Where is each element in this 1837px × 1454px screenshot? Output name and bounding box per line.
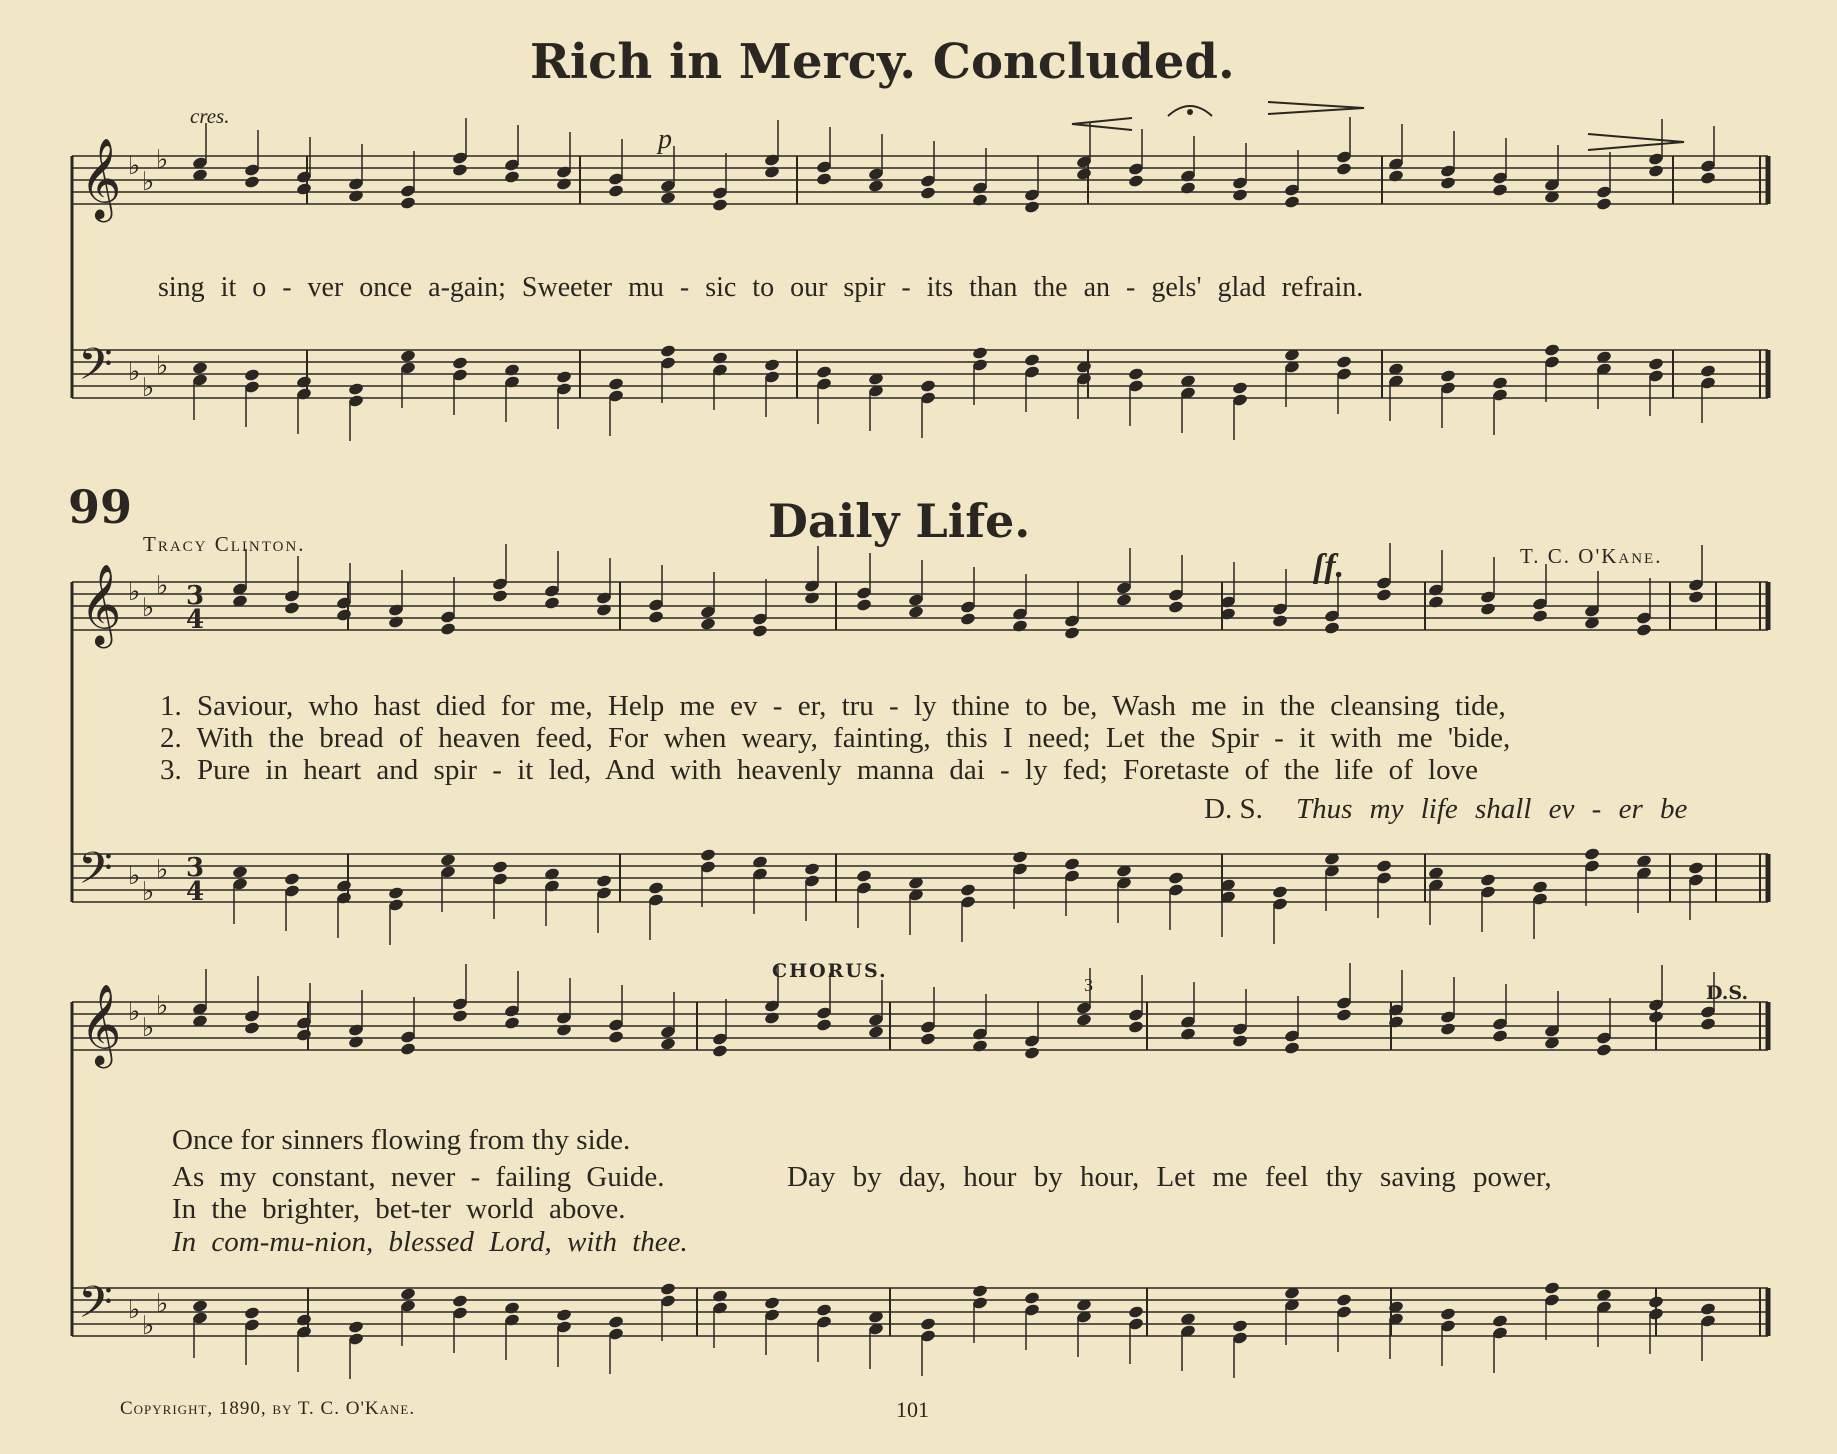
notehead — [608, 1315, 625, 1329]
notehead — [1116, 593, 1133, 607]
notehead — [388, 886, 405, 900]
flat-sign: ♭ — [142, 1013, 155, 1043]
notehead — [1492, 376, 1509, 390]
notehead — [440, 622, 457, 636]
notehead — [1688, 590, 1705, 604]
flat-sign: ♭ — [128, 357, 141, 387]
notehead — [1128, 174, 1145, 188]
notehead — [1128, 1305, 1145, 1319]
bass-clef: 𝄢 — [78, 842, 113, 905]
notehead — [1168, 871, 1185, 885]
notehead — [232, 865, 249, 879]
notehead — [1440, 369, 1457, 383]
notehead — [1544, 1281, 1561, 1295]
notehead — [868, 1025, 885, 1039]
notehead — [1440, 1022, 1457, 1036]
notehead — [1376, 859, 1393, 873]
notehead — [556, 1308, 573, 1322]
notehead — [1076, 167, 1093, 181]
flat-sign: ♭ — [128, 1295, 141, 1325]
notehead — [296, 1313, 313, 1327]
notehead — [492, 860, 509, 874]
notehead — [816, 172, 833, 186]
notehead — [1492, 1029, 1509, 1043]
notehead — [764, 165, 781, 179]
notehead — [712, 198, 729, 212]
notehead — [1532, 880, 1549, 894]
notehead — [1232, 381, 1249, 395]
notehead — [1232, 188, 1249, 202]
verse-3-line: 3. Pure in heart and spir - it led, And with heavenly manna dai - ly fed; Foretaste of the life of love — [160, 754, 1478, 786]
hymn-number: 99 — [68, 480, 133, 534]
notehead — [1324, 621, 1341, 635]
notehead — [348, 189, 365, 203]
notehead — [804, 591, 821, 605]
notehead — [752, 855, 769, 869]
notehead — [1232, 1034, 1249, 1048]
notehead — [1480, 602, 1497, 616]
bass-clef: 𝄢 — [78, 338, 113, 401]
chorus-label: CHORUS. — [772, 960, 888, 982]
notehead — [348, 1320, 365, 1334]
notehead — [284, 872, 301, 886]
bass-clef: 𝄢 — [78, 1276, 113, 1339]
fermata-dot — [1187, 109, 1193, 115]
notehead — [400, 349, 417, 363]
notehead — [1024, 200, 1041, 214]
notehead — [556, 177, 573, 191]
notehead — [960, 612, 977, 626]
ds-mark: D.S. — [1706, 982, 1749, 1004]
notehead — [556, 1023, 573, 1037]
page-number: 101 — [896, 1397, 929, 1422]
notehead — [1492, 1314, 1509, 1328]
notehead — [544, 867, 561, 881]
notehead — [1336, 1008, 1353, 1022]
notehead — [1700, 1017, 1717, 1031]
notehead — [1700, 171, 1717, 185]
section-title-rich-in-mercy: Rich in Mercy. Concluded. — [530, 34, 1235, 90]
flat-sign: ♭ — [128, 861, 141, 891]
notehead — [1272, 885, 1289, 899]
notehead — [1064, 857, 1081, 871]
notehead — [660, 344, 677, 358]
notehead — [648, 610, 665, 624]
notehead — [452, 1294, 469, 1308]
notehead — [608, 377, 625, 391]
notehead — [1336, 162, 1353, 176]
notehead — [492, 589, 509, 603]
notehead — [1492, 183, 1509, 197]
notehead — [400, 196, 417, 210]
notehead — [816, 1303, 833, 1317]
notehead — [1024, 353, 1041, 367]
notehead — [1076, 1013, 1093, 1027]
time-signature-top: 3 — [186, 853, 205, 883]
notehead — [1648, 1010, 1665, 1024]
time-signature-top: 3 — [186, 581, 205, 611]
notehead — [1584, 847, 1601, 861]
notehead — [544, 596, 561, 610]
notehead — [596, 874, 613, 888]
notehead — [1636, 623, 1653, 637]
treble-clef: 𝄞 — [80, 137, 122, 219]
notehead — [452, 163, 469, 177]
notehead — [388, 615, 405, 629]
notehead — [1700, 1302, 1717, 1316]
crescendo-hairpin — [1072, 118, 1132, 130]
notehead — [504, 1016, 521, 1030]
notehead — [244, 175, 261, 189]
notehead — [284, 601, 301, 615]
notehead — [712, 1289, 729, 1303]
notehead — [556, 370, 573, 384]
notehead — [764, 1296, 781, 1310]
notehead — [504, 363, 521, 377]
notehead — [1024, 1046, 1041, 1060]
tuplet-number: 3 — [1084, 975, 1093, 995]
notehead — [1440, 1307, 1457, 1321]
notehead — [452, 1009, 469, 1023]
notehead — [400, 1287, 417, 1301]
flat-sign: ♭ — [128, 997, 141, 1027]
verse-1-ending: Once for sinners flowing from thy side. — [172, 1124, 631, 1156]
notehead — [1700, 364, 1717, 378]
notehead — [660, 191, 677, 205]
notehead — [348, 1035, 365, 1049]
notehead — [972, 1284, 989, 1298]
notehead — [1688, 861, 1705, 875]
notehead — [452, 356, 469, 370]
notehead — [1180, 1027, 1197, 1041]
notehead — [1128, 1020, 1145, 1034]
notehead — [920, 379, 937, 393]
notehead — [1544, 343, 1561, 357]
notehead — [348, 382, 365, 396]
flat-sign: ♭ — [142, 373, 155, 403]
notehead — [1064, 626, 1081, 640]
copyright-line: Copyright, 1890, by T. C. O'Kane. — [120, 1398, 416, 1419]
notehead — [1168, 600, 1185, 614]
notehead — [1648, 1295, 1665, 1309]
notehead — [1336, 1293, 1353, 1307]
notehead — [960, 883, 977, 897]
notehead — [336, 879, 353, 893]
ds-line-label: D. S. — [1204, 793, 1263, 825]
notehead — [1648, 164, 1665, 178]
flat-sign: ♭ — [156, 855, 169, 885]
notehead — [972, 193, 989, 207]
notehead — [1128, 367, 1145, 381]
flat-sign: ♭ — [142, 593, 155, 623]
notehead — [1024, 1291, 1041, 1305]
notehead — [1336, 355, 1353, 369]
notehead — [764, 1011, 781, 1025]
notehead — [296, 182, 313, 196]
notehead — [1376, 588, 1393, 602]
notehead — [972, 346, 989, 360]
hymn-title: Daily Life. — [768, 494, 1031, 548]
notehead — [1532, 609, 1549, 623]
notehead — [712, 1044, 729, 1058]
notehead — [1284, 195, 1301, 209]
notehead — [244, 368, 261, 382]
notehead — [856, 598, 873, 612]
dynamic-cres: cres. — [190, 104, 230, 128]
lyric-line-rich-in-mercy: sing it o - ver once a-gain; Sweeter mu - sic to our spir - its than the an - gels' glad refrain. — [158, 272, 1364, 303]
notehead — [764, 358, 781, 372]
notehead — [192, 1299, 209, 1313]
notehead — [1284, 1041, 1301, 1055]
notehead — [1480, 873, 1497, 887]
notehead — [1012, 619, 1029, 633]
notehead — [816, 365, 833, 379]
notehead — [192, 361, 209, 375]
notehead — [608, 184, 625, 198]
time-signature-bottom: 4 — [186, 605, 205, 635]
notehead — [1232, 1319, 1249, 1333]
decrescendo-hairpin — [1588, 134, 1684, 150]
notehead — [1428, 595, 1445, 609]
hymn-composer: T. C. O'Kane. — [1520, 544, 1663, 568]
flat-sign: ♭ — [156, 351, 169, 381]
notehead — [920, 186, 937, 200]
treble-clef: 𝄞 — [80, 983, 122, 1065]
notehead — [752, 624, 769, 638]
flat-sign: ♭ — [156, 145, 169, 175]
notehead — [1272, 614, 1289, 628]
notehead — [1596, 1043, 1613, 1057]
notehead — [908, 605, 925, 619]
notehead — [648, 881, 665, 895]
notehead — [244, 1021, 261, 1035]
flat-sign: ♭ — [128, 577, 141, 607]
notehead — [868, 179, 885, 193]
flat-sign: ♭ — [156, 1289, 169, 1319]
flat-sign: ♭ — [156, 991, 169, 1021]
dynamic-piano: p — [658, 124, 672, 155]
sforzando-mark: ſf. — [1313, 548, 1345, 585]
notehead — [296, 1028, 313, 1042]
verse-1-line: 1. Saviour, who hast died for me, Help me ev - er, tru - ly thine to be, Wash me in the cleansing tide, — [160, 690, 1506, 722]
verse-3-ending: In the brighter, bet-ter world above. — [172, 1193, 626, 1225]
treble-clef: 𝄞 — [80, 563, 122, 645]
ds-line-text: Thus my life shall ev - er be — [1296, 793, 1688, 825]
notehead — [660, 1037, 677, 1051]
notehead — [400, 1042, 417, 1056]
ds-ending-line: In com-mu-nion, blessed Lord, with thee. — [172, 1226, 688, 1258]
notehead — [856, 869, 873, 883]
notehead — [1596, 197, 1613, 211]
notehead — [296, 375, 313, 389]
notehead — [608, 1030, 625, 1044]
time-signature-bottom: 4 — [186, 877, 205, 907]
notehead — [1180, 181, 1197, 195]
notehead — [660, 1282, 677, 1296]
notehead — [972, 1039, 989, 1053]
notehead — [1648, 357, 1665, 371]
notehead — [440, 853, 457, 867]
flat-sign: ♭ — [156, 571, 169, 601]
notehead — [920, 1317, 937, 1331]
notehead — [504, 1301, 521, 1315]
notehead — [1012, 850, 1029, 864]
notehead — [700, 848, 717, 862]
notehead — [712, 351, 729, 365]
notehead — [336, 608, 353, 622]
flat-sign: ♭ — [142, 877, 155, 907]
notehead — [816, 1018, 833, 1032]
chorus-text: Day by day, hour by hour, Let me feel thy saving power, — [787, 1161, 1552, 1193]
verse-2-ending: As my constant, never - failing Guide. — [172, 1161, 665, 1193]
notehead — [700, 617, 717, 631]
notehead — [920, 1032, 937, 1046]
notehead — [1388, 169, 1405, 183]
notehead — [504, 170, 521, 184]
verse-2-line: 2. With the bread of heaven feed, For when weary, fainting, this I need; Let the Spir - it with me 'bide, — [160, 722, 1511, 754]
hymn-author: Tracy Clinton. — [143, 532, 306, 556]
flat-sign: ♭ — [142, 167, 155, 197]
flat-sign: ♭ — [142, 1311, 155, 1341]
decrescendo-hairpin — [1268, 102, 1364, 114]
notehead — [804, 862, 821, 876]
notehead — [1440, 176, 1457, 190]
notehead — [244, 1306, 261, 1320]
flat-sign: ♭ — [128, 151, 141, 181]
notehead — [596, 603, 613, 617]
